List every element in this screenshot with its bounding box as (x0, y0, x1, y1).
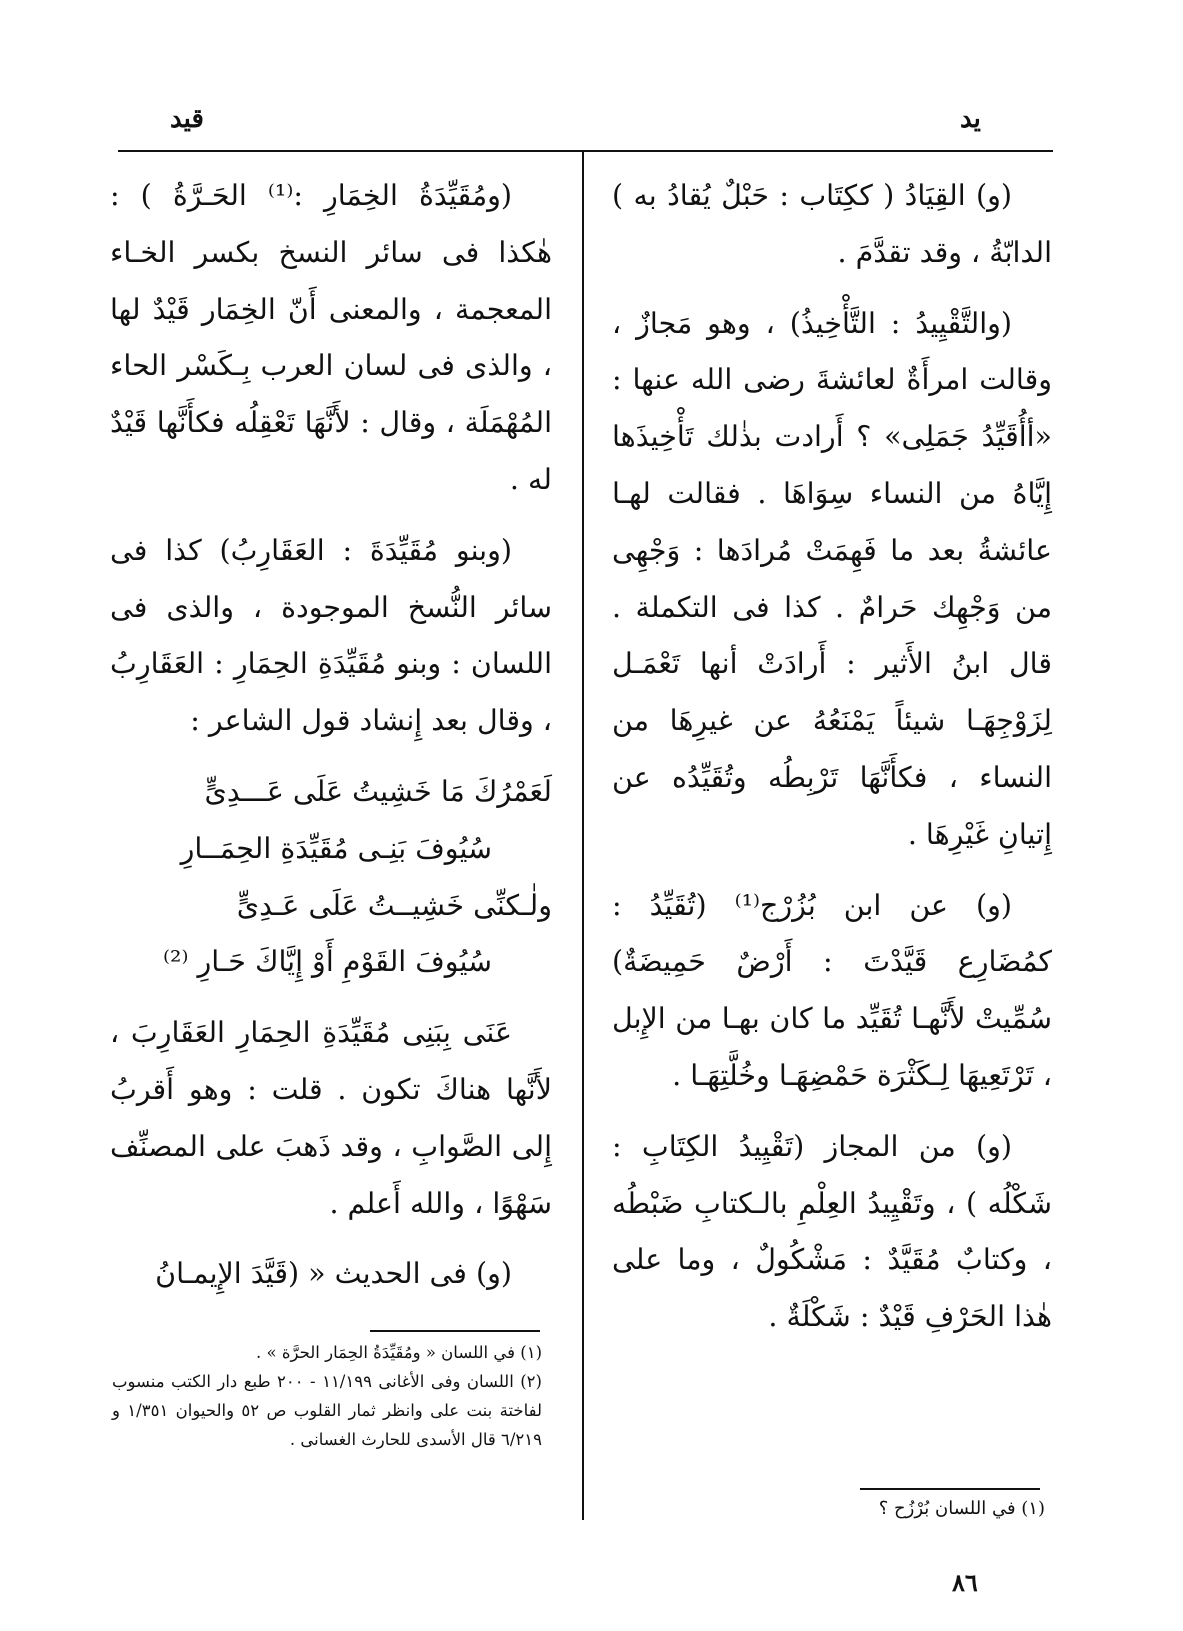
verse-line: لَعَمْرُكَ مَا خَشِيتُ عَلَى عَـــدِىٍّ (204, 774, 552, 808)
page-number: ٨٦ (952, 1568, 978, 1597)
verse-line: سُيُوفَ بَنِـى مُقَيِّدَةِ الحِمَــارِ (180, 831, 492, 865)
paragraph-banu-muqayyida: (وبنو مُقَيِّدَةَ : العَقَارِبُ) كذا فى سائر النُّسخ الموجودة ، والذى فى اللسان : وبنو مُقَيِّدَةِ الحِمَارِ : العَقَارِبُ ، وقال بعد إِنشاد قول الشاعر : (110, 533, 552, 738)
footnotes-right (780, 1494, 1045, 1524)
column-divider (582, 150, 584, 1520)
header-rule (118, 150, 1053, 152)
footnotes-left (112, 1338, 542, 1454)
left-column (110, 168, 552, 1317)
verse-line: سُيُوفَ القَوْمِ أَوْ إِيَّاكَ حَـارِ ⁽²⁾ (163, 945, 492, 979)
paragraph-hadith: (و) فى الحديث « (قَيَّدَ الإِيمـانُ (155, 1257, 512, 1291)
paragraph-explanation: عَنَى بِبَنِى مُقَيِّدَةِ الحِمَارِ العَقَارِبَ ، لأَنَّها هناكَ تكون . قلت : وهو أَقربُ إِلى الصَّوابِ ، وقد ذَهبَ على المصنِّف سَهْوًا ، والله أَعلم . (110, 1016, 552, 1220)
paragraph-taqyid: (والتَّقْيِيدُ : التَّأْخِيذُ) ، وهو مَجازٌ ، وقالت امرأَةٌ لعائشةَ رضى الله عنها : «أأُقَيِّدُ جَمَلِى» ؟ أَرادت بذٰلك تَأْخِيذَها إِيَّاهُ من النساء سِوَاهَا . فقالت لهـا عائشةُ بعد ما فَهِمَتْ مُرادَها : وَجْهِى من وَجْهِك حَرامٌ . كذا فى التكملة . قال ابنُ الأَثير : أَرادَتْ أنها تَعْمَـل لِزَوْجِهَـا شيئاً يَمْنَعُهُ عن غيرِهَا من النساء ، فكأَنَّهَا تَرْبِطُه وتُقَيِّدُه عن إِتيانِ غَيْرِهَا . (612, 306, 1052, 851)
poem-verse (110, 764, 552, 991)
paragraph-muqayyidat-alkhimar: (ومُقَيِّدَةُ الخِمَارِ :⁽¹⁾ الحَـرَّةُ ) : هٰكذا فى سائر النسخ بكسر الخـاء المعجمة ، والمعنى أَنّ الخِمَار قَيْدٌ لها ، والذى فى لسان العرب بِـكَسْر الحاء المُهْمَلَة ، وقال : لأَنَّهَا تَعْقِلُه فكأَنَّها قَيْدٌ له . (110, 179, 552, 496)
running-head-right: يد (960, 104, 981, 134)
footnote: (١) في اللسان « ومُقَيِّدَةُ الحِمَار الحرَّة » . (256, 1343, 542, 1362)
footnote: (١) في اللسان بُرْزُح ؟ (878, 1498, 1045, 1519)
running-head-left: قيد (170, 104, 204, 134)
footnote: (٢) اللسان وفى الأغانى ١١/١٩٩ - ٢٠٠ طبع دار الكتب منسوب لفاختة بنت على وانظر ثمار القلوب ص ٥٢ والحيوان ١/٣٥١ و ٦/٢١٩ قال الأسدى للحارث الغسانى . (112, 1372, 542, 1449)
paragraph-tuqayyid: (و) عن ابن بُزُرْج⁽¹⁾ (تُقَيِّدُ : كمُضَارِع قَيَّدْتَ : أَرْضٌ حَمِيضَةٌ) سُمِّيتْ لأَنَّهـا تُقَيِّد ما كان بهـا من الإِبل ، تَرْتَعِيهَا لِـكَثْرَة حَمْضِهَـا وخُلَّتِهَـا . (612, 888, 1052, 1092)
paragraph-qiyad: (و) القِيَادُ ( ككِتَاب : حَبْلٌ يُقادُ به ) الدابّةُ ، وقد تقدَّمَ . (612, 179, 1052, 269)
verse-line: ولٰـكنِّى خَشِيــتُ عَلَى عَـدِىٍّ (236, 888, 552, 922)
paragraph-taqyid-kitab: (و) من المجاز (تَقْيِيدُ الكِتَابِ : شَكْلُه ) ، وتَقْيِيدُ العِلْمِ بالـكتابِ ضَبْطُه ، وكتابٌ مُقَيَّدٌ : مَشْكُولٌ ، وما على هٰذا الحَرْفِ قَيْدٌ : شَكْلَةٌ . (612, 1129, 1052, 1334)
right-column (612, 168, 1052, 1360)
footnote-rule-left (370, 1330, 540, 1332)
footnote-rule-right (860, 1488, 1040, 1490)
